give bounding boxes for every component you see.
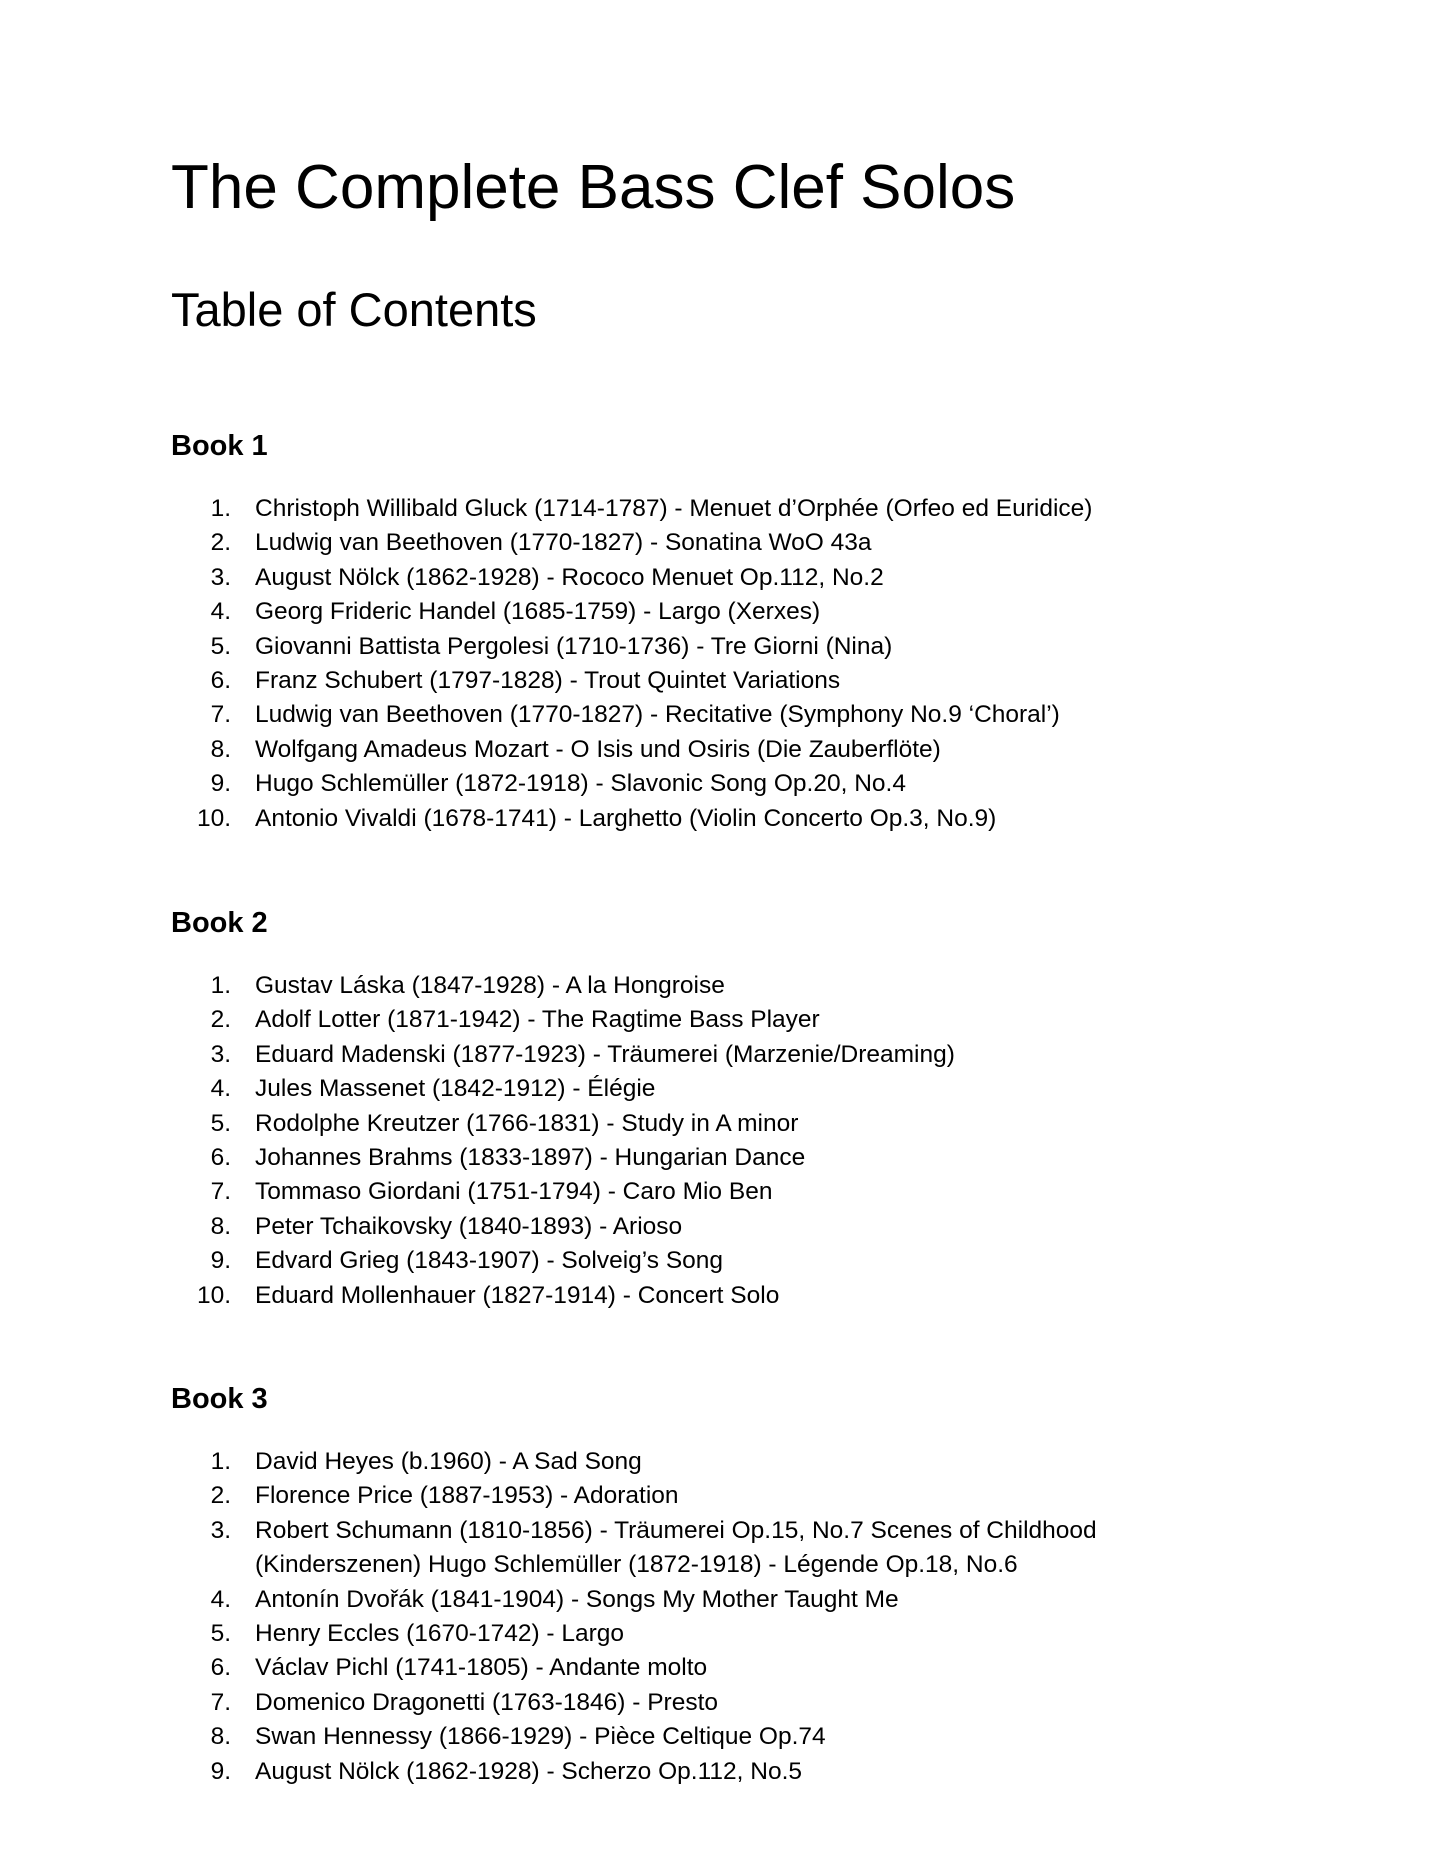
book-entry-list xyxy=(171,969,1321,1313)
list-item xyxy=(171,1617,1255,1651)
list-item-number: 10. xyxy=(196,1281,231,1309)
toc-title: Table of Contents xyxy=(171,283,537,336)
list-item-text: Henry Eccles (1670-1742) - Largo xyxy=(255,1620,625,1648)
list-item-number: 8. xyxy=(210,1212,231,1240)
list-item-text: Domenico Dragonetti (1763-1846) - Presto xyxy=(255,1688,719,1716)
list-item-text: David Heyes (b.1960) - A Sad Song xyxy=(255,1448,642,1475)
list-item-text: Franz Schubert (1797-1828) - Trout Quintet Variations xyxy=(255,667,841,695)
list-item xyxy=(171,1755,1255,1789)
list-item-text: August Nölck (1862-1928) - Scherzo Op.112, No.5 xyxy=(255,1757,803,1785)
list-item xyxy=(171,1514,1255,1583)
list-item-text: Václav Pichl (1741-1805) - Andante molto xyxy=(255,1654,708,1682)
list-item xyxy=(171,1003,1255,1037)
list-item xyxy=(171,1175,1255,1209)
book-entry-list xyxy=(171,492,1321,836)
list-item xyxy=(171,1651,1255,1685)
list-item-number: 7. xyxy=(210,701,231,729)
list-item xyxy=(171,1141,1255,1175)
list-item-text: Antonín Dvořák (1841-1904) - Songs My Mother Taught Me xyxy=(255,1585,899,1613)
list-item-number: 5. xyxy=(210,1620,231,1648)
list-item xyxy=(171,1583,1255,1617)
book-section-2 xyxy=(171,905,1321,1313)
list-item-text: Tommaso Giordani (1751-1794) - Caro Mio Ben xyxy=(255,1178,773,1206)
list-item-number: 1. xyxy=(210,1448,231,1475)
list-item-text: Giovanni Battista Pergolesi (1710-1736) - Tre Giorni (Nina) xyxy=(255,632,893,660)
list-item-text: August Nölck (1862-1928) - Rococo Menuet Op.112, No.2 xyxy=(255,563,884,591)
list-item-number: 7. xyxy=(210,1178,231,1206)
list-item-number: 2. xyxy=(210,1482,231,1510)
list-item xyxy=(171,1107,1255,1141)
book-section-1 xyxy=(171,428,1321,836)
book-heading: Book 3 xyxy=(171,1383,268,1415)
list-item xyxy=(171,1445,1255,1479)
list-item-number: 5. xyxy=(210,1109,231,1137)
list-item-number: 2. xyxy=(210,529,231,557)
list-item-text: Swan Hennessy (1866-1929) - Pièce Celtique Op.74 xyxy=(255,1723,826,1751)
list-item xyxy=(171,492,1255,526)
list-item-text: Antonio Vivaldi (1678-1741) - Larghetto (Violin Concerto Op.3, No.9) xyxy=(255,804,997,832)
list-item-number: 1. xyxy=(210,495,231,522)
book-heading: Book 2 xyxy=(171,907,268,939)
list-item xyxy=(171,1279,1255,1313)
list-item-number: 2. xyxy=(210,1006,231,1034)
list-item-text: Florence Price (1887-1953) - Adoration xyxy=(255,1482,679,1510)
list-item-number: 9. xyxy=(210,1757,231,1785)
list-item-number: 4. xyxy=(210,1585,231,1613)
list-item xyxy=(171,526,1255,560)
list-item-text: Eduard Mollenhauer (1827-1914) - Concert Solo xyxy=(255,1281,780,1309)
list-item-number: 3. xyxy=(210,1516,231,1544)
list-item xyxy=(171,698,1255,732)
list-item-text: Ludwig van Beethoven (1770-1827) - Recitative (Symphony No.9 ‘Choral’) xyxy=(255,701,1060,729)
list-item-number: 6. xyxy=(210,1144,231,1172)
list-item xyxy=(171,1210,1255,1244)
list-item-text: Edvard Grieg (1843-1907) - Solveig’s Song xyxy=(255,1247,724,1275)
list-item-number: 9. xyxy=(210,1247,231,1275)
book-entry-list xyxy=(171,1445,1321,1789)
list-item-text: Rodolphe Kreutzer (1766-1831) - Study in A minor xyxy=(255,1109,799,1137)
list-item-text: Hugo Schlemüller (1872-1918) - Slavonic Song Op.20, No.4 xyxy=(255,770,906,798)
list-item-number: 4. xyxy=(210,1075,231,1103)
list-item xyxy=(171,1479,1255,1513)
list-item-number: 1. xyxy=(210,972,231,999)
list-item-number: 6. xyxy=(210,667,231,695)
list-item-number: 3. xyxy=(210,1040,231,1068)
list-item-text: Christoph Willibald Gluck (1714-1787) - Menuet d’Orphée (Orfeo ed Euridice) xyxy=(255,495,1093,522)
list-item-number: 6. xyxy=(210,1654,231,1682)
list-item xyxy=(171,733,1255,767)
list-item-number: 3. xyxy=(210,563,231,591)
list-item xyxy=(171,1720,1255,1754)
list-item-number: 7. xyxy=(210,1688,231,1716)
list-item xyxy=(171,1686,1255,1720)
list-item-text: Jules Massenet (1842-1912) - Élégie xyxy=(255,1075,656,1103)
list-item-text: Eduard Madenski (1877-1923) - Träumerei (Marzenie/Dreaming) xyxy=(255,1040,955,1068)
document-title: The Complete Bass Clef Solos xyxy=(171,153,1016,222)
list-item-number: 10. xyxy=(196,804,231,832)
list-item-number: 5. xyxy=(210,632,231,660)
book-section-3 xyxy=(171,1381,1321,1789)
list-item xyxy=(171,595,1255,629)
list-item xyxy=(171,664,1255,698)
list-item xyxy=(171,1038,1255,1072)
list-item-text: Adolf Lotter (1871-1942) - The Ragtime Bass Player xyxy=(255,1006,820,1034)
list-item-text: Robert Schumann (1810-1856) - Träumerei Op.15, No.7 Scenes of Childhood (Kinderszenen) Hugo Schlemüller (1872-1918) - Légende Op.18, No.6 xyxy=(255,1516,1097,1579)
list-item-number: 9. xyxy=(210,770,231,798)
list-item-text: Georg Frideric Handel (1685-1759) - Largo (Xerxes) xyxy=(255,598,821,626)
list-item-text: Ludwig van Beethoven (1770-1827) - Sonatina WoO 43a xyxy=(255,529,872,557)
list-item-number: 8. xyxy=(210,1723,231,1751)
list-item xyxy=(171,630,1255,664)
list-item xyxy=(171,802,1255,836)
list-item xyxy=(171,1244,1255,1278)
list-item-number: 4. xyxy=(210,598,231,626)
list-item-text: Johannes Brahms (1833-1897) - Hungarian Dance xyxy=(255,1144,806,1172)
list-item xyxy=(171,969,1255,1003)
list-item-text: Gustav Láska (1847-1928) - A la Hongroise xyxy=(255,972,725,999)
list-item-number: 8. xyxy=(210,735,231,763)
list-item xyxy=(171,1072,1255,1106)
list-item-text: Wolfgang Amadeus Mozart - O Isis und Osiris (Die Zauberflöte) xyxy=(255,735,941,763)
list-item-text: Peter Tchaikovsky (1840-1893) - Arioso xyxy=(255,1212,683,1240)
list-item xyxy=(171,767,1255,801)
list-item xyxy=(171,561,1255,595)
book-heading: Book 1 xyxy=(171,430,268,462)
